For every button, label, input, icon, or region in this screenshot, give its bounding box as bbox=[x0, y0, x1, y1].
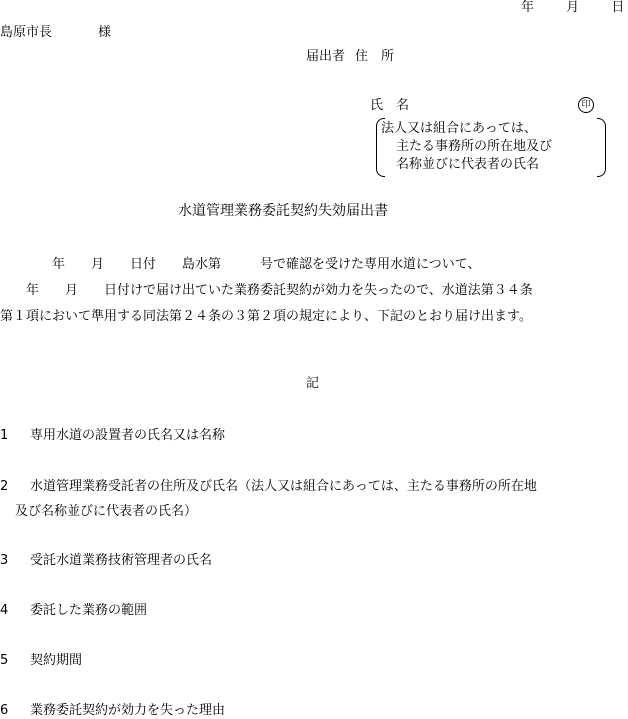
body-line: 年 月 日付けで届け出ていた業務委託契約が効力を失ったので、水道法第３４条 bbox=[0, 283, 533, 298]
corporation-note bbox=[381, 120, 552, 174]
date-month: 月 bbox=[566, 0, 580, 15]
body-paragraph bbox=[0, 252, 533, 330]
filer-address bbox=[306, 49, 394, 65]
date-line bbox=[521, 0, 624, 16]
list-item bbox=[0, 553, 212, 569]
item-number: 1 bbox=[0, 428, 9, 443]
filer-label: 届出者 bbox=[306, 49, 346, 64]
body-line: 年 月 日付 島水第 号で確認を受けた専用水道について、 bbox=[0, 257, 481, 272]
addressee-suffix: 様 bbox=[98, 25, 112, 40]
list-item bbox=[0, 479, 537, 495]
item-text: 業務委託契約が効力を失った理由 bbox=[30, 703, 226, 718]
list-item bbox=[0, 653, 82, 669]
corp-note-line: 名称並びに代表者の氏名 bbox=[396, 157, 540, 172]
list-item bbox=[0, 603, 147, 619]
body-line: 第１項において準用する同法第２４条の３第２項の規定により、下記のとおり届け出ます。 bbox=[0, 309, 532, 324]
date-year: 年 bbox=[521, 0, 535, 15]
date-day: 日 bbox=[611, 0, 625, 15]
item-number: 3 bbox=[0, 553, 9, 568]
addressee-name: 島原市長 bbox=[0, 25, 53, 40]
document-title: 水道管理業務委託契約失効届出書 bbox=[178, 203, 388, 219]
item-text: 水道管理業務受託者の住所及び氏名（法人又は組合にあっては、主たる事務所の所在地 bbox=[30, 479, 537, 494]
item-text-continuation: 及び名称並びに代表者の氏名） bbox=[15, 504, 198, 519]
item-number: 2 bbox=[0, 479, 9, 494]
seal-mark: 印 bbox=[578, 97, 594, 113]
item-number: 4 bbox=[0, 603, 9, 618]
corp-note-line: 法人又は組合にあっては、 bbox=[381, 121, 537, 136]
item-text: 受託水道業務技術管理者の氏名 bbox=[30, 553, 213, 568]
filer-name-label: 氏 名 bbox=[370, 98, 410, 113]
item-number: 6 bbox=[0, 703, 9, 718]
addressee bbox=[0, 25, 111, 41]
item-number: 5 bbox=[0, 653, 9, 668]
right-bracket bbox=[597, 118, 606, 177]
ki-heading: 記 bbox=[306, 376, 320, 391]
list-item bbox=[0, 428, 225, 444]
item-text: 委託した業務の範囲 bbox=[30, 603, 148, 618]
item-text: 契約期間 bbox=[30, 653, 83, 668]
item-text: 専用水道の設置者の氏名又は名称 bbox=[30, 428, 226, 443]
address-label: 住 所 bbox=[355, 49, 395, 64]
corp-note-line: 主たる事務所の所在地及び bbox=[396, 139, 553, 154]
